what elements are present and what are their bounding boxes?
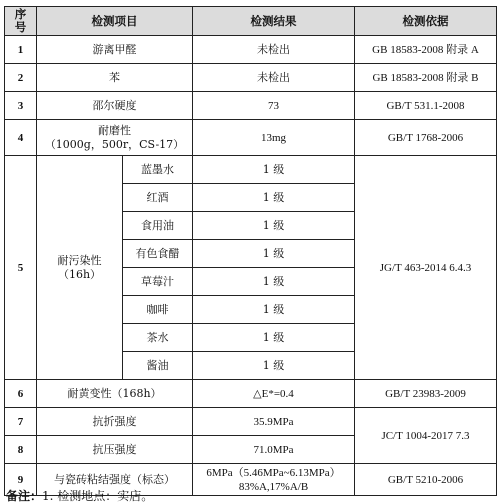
subitem-result: 1 级 — [193, 352, 355, 380]
remarks-label: 备注： — [6, 489, 43, 503]
row-item: 苯 — [37, 64, 193, 92]
subitem-result: 1 级 — [193, 212, 355, 240]
table-row — [5, 408, 497, 436]
row-basis: GB 18583-2008 附录 A — [355, 36, 497, 64]
subitem-name: 咖啡 — [123, 296, 193, 324]
table-row — [5, 92, 497, 120]
table-header-row — [5, 7, 497, 36]
header-basis: 检测依据 — [355, 7, 497, 36]
subitem-name: 酱油 — [123, 352, 193, 380]
row-item: 耐黄变性（168h） — [37, 380, 193, 408]
row-basis: GB/T 5210-2006 — [355, 464, 497, 496]
row-result: 13mg — [193, 120, 355, 156]
row-index: 6 — [5, 380, 37, 408]
subitem-result: 1 级 — [193, 324, 355, 352]
remarks-note — [6, 487, 153, 504]
row-basis: GB/T 23983-2009 — [355, 380, 497, 408]
row-index: 1 — [5, 36, 37, 64]
row-item: 与瓷砖粘结强度（标态） — [37, 464, 193, 496]
header-result: 检测结果 — [193, 7, 355, 36]
row-basis: JC/T 1004-2017 7.3 — [355, 408, 497, 464]
row-result: 6MPa（5.46MPa~6.13MPa） 83%A,17%A/B — [193, 464, 355, 496]
row-result: 71.0MPa — [193, 436, 355, 464]
row-basis: JG/T 463-2014 6.4.3 — [355, 156, 497, 380]
row-index: 5 — [5, 156, 37, 380]
subitem-name: 蓝墨水 — [123, 156, 193, 184]
row-index: 9 — [5, 464, 37, 496]
table-row — [5, 380, 497, 408]
subitem-result: 1 级 — [193, 240, 355, 268]
subitem-name: 草莓汁 — [123, 268, 193, 296]
row-basis: GB/T 531.1-2008 — [355, 92, 497, 120]
subitem-name: 食用油 — [123, 212, 193, 240]
test-results-table — [4, 6, 497, 496]
subitem-name: 红酒 — [123, 184, 193, 212]
row-index: 4 — [5, 120, 37, 156]
row-result: 73 — [193, 92, 355, 120]
row-result: △E*=0.4 — [193, 380, 355, 408]
subitem-result: 1 级 — [193, 296, 355, 324]
remarks-text: 1. 检测地点：实店。 — [42, 489, 154, 503]
table-row — [5, 36, 497, 64]
row-result: 未检出 — [193, 36, 355, 64]
subitem-name: 有色食醋 — [123, 240, 193, 268]
row-result: 35.9MPa — [193, 408, 355, 436]
row-item: 游离甲醛 — [37, 36, 193, 64]
subitem-result: 1 级 — [193, 156, 355, 184]
row-result: 未检出 — [193, 64, 355, 92]
table-row — [5, 120, 497, 156]
row-index: 2 — [5, 64, 37, 92]
subitem-result: 1 级 — [193, 268, 355, 296]
subitem-name: 茶水 — [123, 324, 193, 352]
subitem-result: 1 级 — [193, 184, 355, 212]
row-item: 抗折强度 — [37, 408, 193, 436]
table-row — [5, 64, 497, 92]
row-basis: GB 18583-2008 附录 B — [355, 64, 497, 92]
header-item: 检测项目 — [37, 7, 193, 36]
row-index: 3 — [5, 92, 37, 120]
row-index: 8 — [5, 436, 37, 464]
row-item: 耐磨性 （1000g，500r，CS-17） — [37, 120, 193, 156]
row-item: 邵尔硬度 — [37, 92, 193, 120]
row-index: 7 — [5, 408, 37, 436]
row-item: 抗压强度 — [37, 436, 193, 464]
header-index: 序 号 — [5, 7, 37, 36]
row-basis: GB/T 1768-2006 — [355, 120, 497, 156]
table-row — [5, 156, 497, 184]
row-item: 耐污染性 （16h） — [37, 156, 123, 380]
